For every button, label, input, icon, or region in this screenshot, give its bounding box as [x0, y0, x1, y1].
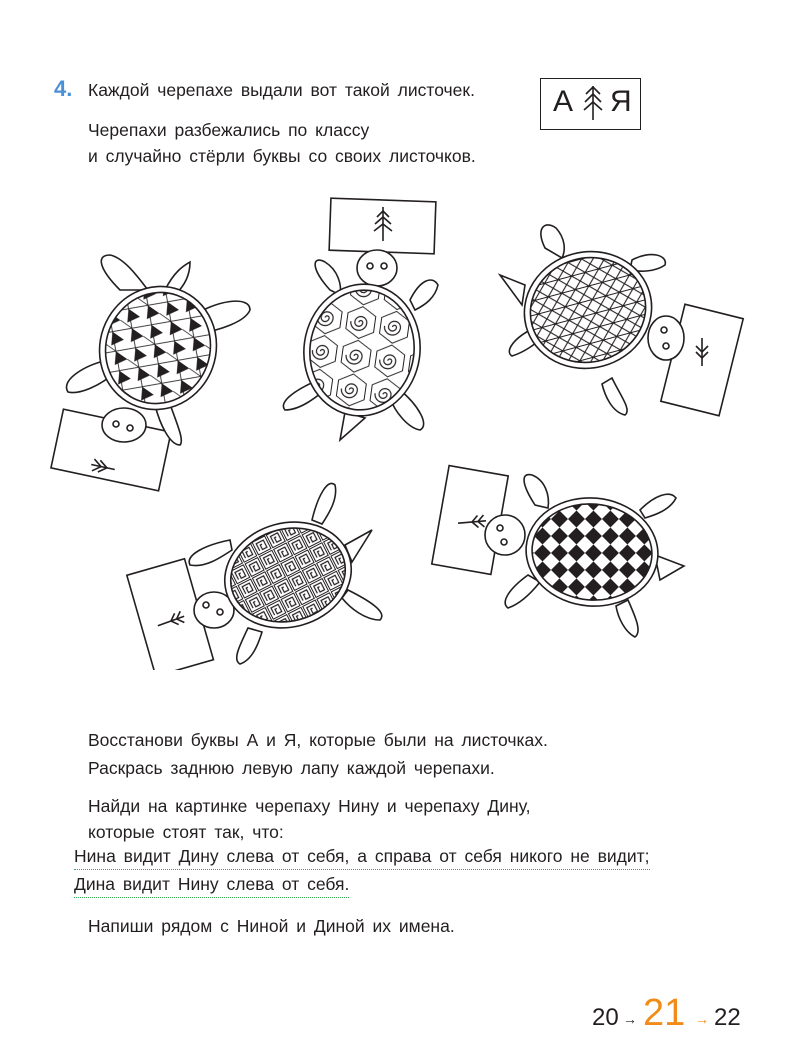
turtle-greek [127, 483, 382, 670]
page-current: 21 [643, 992, 686, 1034]
card-letter-a: А [553, 85, 574, 118]
condition-dina: Дина видит Нину слева от себя. [74, 874, 349, 898]
tree-icon [583, 84, 603, 122]
card-letter-ya: Я [610, 85, 632, 118]
arrow-prev-icon: → [623, 1011, 637, 1027]
intro-line-3: и случайно стёрли буквы со своих листочков. [88, 146, 476, 166]
arrow-next-icon: → [695, 1011, 709, 1027]
task-line-4: которые стоят так, что: [88, 822, 284, 842]
page-prev: 20 [592, 1004, 619, 1031]
turtles-illustration [0, 190, 795, 670]
exercise-number: 4. [54, 76, 73, 101]
task-line-1: Восстанови буквы А и Я, которые были на листочках. [88, 730, 548, 750]
turtle-checker [432, 466, 684, 637]
turtle-triangles [51, 255, 250, 491]
task-line-5: Напиши рядом с Ниной и Диной их имена. [88, 916, 455, 936]
condition-nina: Нина видит Дину слева от себя, а справа от себя никого не видит; [74, 846, 650, 870]
sample-card [540, 78, 641, 130]
turtle-mesh [500, 225, 743, 416]
intro-line-1: Каждой черепахе выдали вот такой листочек. [88, 80, 475, 100]
task-line-2: Раскрась заднюю левую лапу каждой черепахи. [88, 758, 495, 778]
intro-line-2: Черепахи разбежались по классу [88, 120, 370, 140]
page-next: 22 [714, 1004, 741, 1031]
task-line-3: Найди на картинке черепаху Нину и черепаху Дину, [88, 796, 531, 816]
turtle-spirals [283, 198, 438, 440]
